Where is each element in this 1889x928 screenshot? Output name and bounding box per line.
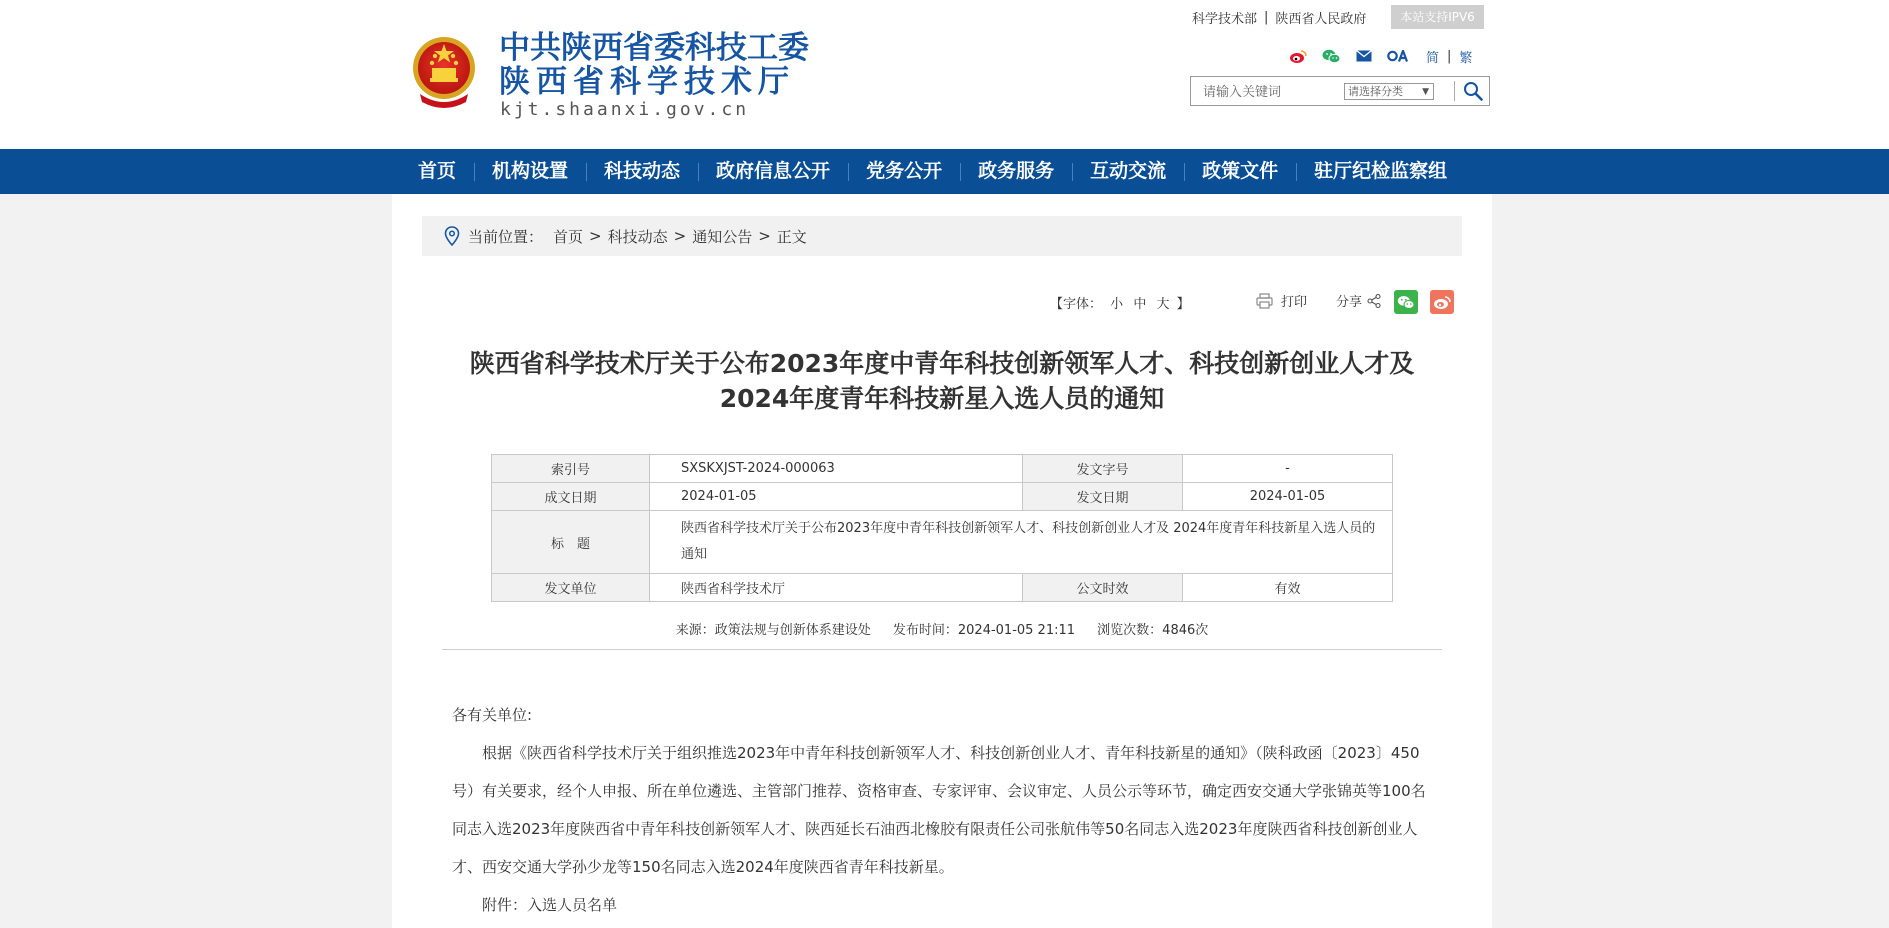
article-publish-time: 发布时间：2024-01-05 21:11 [892,623,1076,638]
font-label-close: 】 [1176,297,1190,312]
validity-label: 公文时效 [1023,574,1183,602]
breadcrumb-separator: > [758,227,771,245]
nav-tech-news[interactable]: 科技动态 [586,149,698,194]
index-label: 索引号 [492,455,650,483]
created-date-label: 成文日期 [492,483,650,511]
nav-list [404,149,1465,194]
mail-icon[interactable] [1354,48,1374,64]
doc-no-label: 发文字号 [1023,455,1183,483]
breadcrumb [422,216,1462,256]
created-date-value: 2024-01-05 [650,483,1023,511]
article-paragraph: 根据《陕西省科学技术厅关于组织推选2023年中青年科技创新领军人才、科技创新创业人才、青年科技新星的通知》（陕科政函〔2023〕450号）有关要求，经个人申报、所在单位遴选、主管部门推荐、资格审查、专家评审、会议审定、人员公示等环节，确定西安交通大学张锦英等100名同志入选2023年度陕西省中青年科技创新领军人才、陕西延长石油西北橡胶有限责任公司张航伟等50名同志入选2023年度陕西省科技创新创业人才、西安交通大学孙少龙等150名同志入选2024年度陕西省青年科技新星。 [452,744,1426,876]
article-title-line1: 陕西省科学技术厅关于公布2023年度中青年科技创新领军人才、科技创新创业人才及 [469,349,1415,378]
share-icon [1367,294,1381,308]
top-link-separator: | [1264,9,1269,25]
table-row [492,511,1393,574]
article-body [452,696,1432,924]
print-label: 打印 [1281,295,1308,310]
chevron-down-icon: ▼ [1422,87,1429,97]
search-button[interactable] [1461,80,1485,102]
traditional-chinese-link[interactable]: 繁 [1459,50,1473,66]
table-row [492,483,1393,511]
nav-interaction[interactable]: 互动交流 [1072,149,1184,194]
printer-icon [1256,293,1273,309]
nav-gov-info[interactable]: 政府信息公开 [698,149,848,194]
article-meta [392,619,1492,638]
simplified-chinese-link[interactable]: 简 [1426,50,1440,66]
content-panel [392,194,1492,928]
font-small-button[interactable]: 小 [1110,297,1124,312]
search-box [1190,76,1490,106]
site-header [0,0,1889,149]
attachment-link[interactable]: 附件：入选人员名单 [482,896,618,914]
weibo-icon[interactable] [1288,48,1308,64]
search-category-select[interactable] [1344,83,1434,100]
issuing-unit-value: 陕西省科学技术厅 [650,574,1023,602]
nav-gov-services[interactable]: 政务服务 [960,149,1072,194]
table-row [492,455,1393,483]
breadcrumb-current: 正文 [776,227,807,246]
issued-date-value: 2024-01-05 [1183,483,1393,511]
issuing-unit-label: 发文单位 [492,574,650,602]
breadcrumb-notices[interactable]: 通知公告 [692,227,753,246]
search-icon [1463,81,1483,101]
breadcrumb-tech-news[interactable]: 科技动态 [607,227,668,246]
table-row [492,574,1393,602]
lang-separator: | [1447,48,1452,64]
article-title-line2: 2024年度青年科技新星入选人员的通知 [719,384,1165,413]
print-button[interactable] [1256,291,1307,310]
oa-icon[interactable] [1387,48,1409,64]
font-large-button[interactable]: 大 [1156,297,1170,312]
shaanxi-gov-link[interactable]: 陕西省人民政府 [1275,11,1367,27]
top-links [1192,6,1366,28]
share-label-group [1336,291,1381,310]
most-link[interactable]: 科学技术部 [1192,11,1258,27]
search-divider [1454,81,1455,101]
nav-party-affairs[interactable]: 党务公开 [848,149,960,194]
wechat-icon [1397,295,1415,310]
search-category-value: 请选择分类 [1348,85,1403,98]
search-input[interactable] [1201,81,1335,103]
title-value: 陕西省科学技术厅关于公布2023年度中青年科技创新领军人才、科技创新创业人才及 2024年度青年科技新星入选人员的通知 [650,511,1393,574]
social-links [1288,46,1472,66]
wechat-icon[interactable] [1321,48,1341,64]
title-label: 标 题 [492,511,650,574]
nav-organization[interactable]: 机构设置 [474,149,586,194]
site-domain: kjt.shaanxi.gov.cn [500,99,750,120]
document-info-table [491,454,1393,602]
nav-policy-docs[interactable]: 政策文件 [1184,149,1296,194]
ipv6-badge: 本站支持IPV6 [1391,5,1484,29]
main-nav [0,149,1889,194]
nav-home[interactable]: 首页 [418,160,457,182]
weibo-icon [1433,295,1451,310]
weibo-share-button[interactable] [1430,290,1454,314]
site-title-line1: 中共陕西省委科技工委 [499,30,809,66]
location-pin-icon [444,226,460,246]
font-size-tools [1050,293,1190,312]
share-label: 分享 [1336,295,1363,310]
issued-date-label: 发文日期 [1023,483,1183,511]
index-value: SXSKXJST-2024-000063 [650,455,1023,483]
doc-no-value: - [1183,455,1393,483]
site-title-line2: 陕西省科学技术厅 [499,64,795,100]
article-source: 来源：政策法规与创新体系建设处 [675,623,871,638]
breadcrumb-prefix: 当前位置： [468,227,544,246]
breadcrumb-separator: > [589,227,602,245]
divider [442,649,1442,650]
validity-value: 有效 [1183,574,1393,602]
breadcrumb-home[interactable]: 首页 [553,227,584,246]
article-title [432,346,1452,416]
font-label-open: 【字体： [1050,297,1103,312]
article-view-count: 浏览次数：4846次 [1097,623,1209,638]
breadcrumb-separator: > [673,227,687,245]
wechat-share-button[interactable] [1394,290,1418,314]
national-emblem-icon [410,32,478,110]
article-tools [392,290,1456,314]
nav-discipline-group[interactable]: 驻厅纪检监察组 [1296,149,1465,194]
font-medium-button[interactable]: 中 [1133,297,1147,312]
article-greeting: 各有关单位: [452,706,533,724]
